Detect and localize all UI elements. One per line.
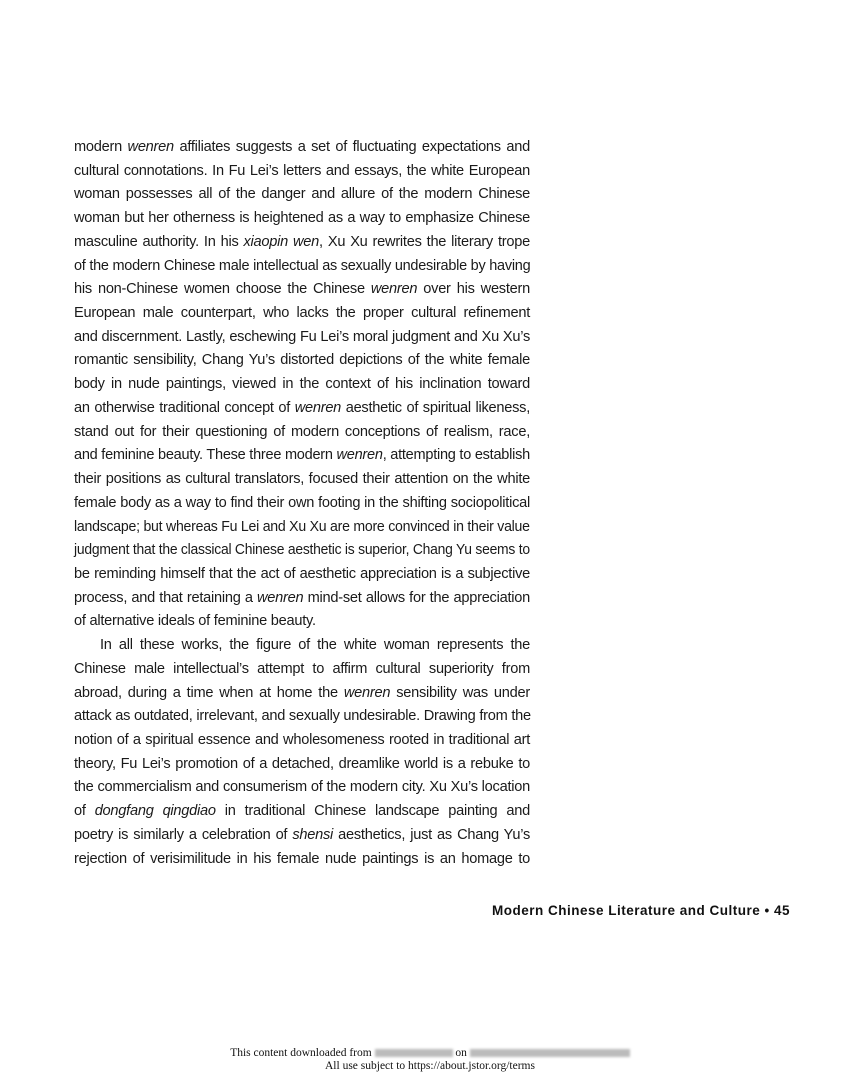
text-run: European male counterpart, who lacks the proper cultural refinement bbox=[74, 305, 530, 322]
text-line bbox=[74, 278, 530, 302]
text-run: judgment that the classical Chinese aesthetic is superior, Chang Yu seems to bbox=[74, 542, 530, 559]
text-line bbox=[74, 136, 530, 160]
text-line bbox=[74, 160, 530, 184]
jstor-terms-line[interactable]: All use subject to https://about.jstor.org/terms bbox=[325, 1060, 535, 1072]
italic-term: wenren bbox=[294, 399, 342, 416]
italic-term: wenren bbox=[256, 589, 304, 606]
text-line bbox=[74, 800, 530, 824]
text-run: an otherwise traditional concept of bbox=[74, 399, 295, 416]
text-run: the commercialism and consumerism of the modern city. Xu Xu’s location bbox=[74, 779, 530, 796]
text-run: of alternative ideals of feminine beauty. bbox=[74, 613, 316, 630]
text-run: , attempting to establish bbox=[382, 447, 530, 464]
text-run: be reminding himself that the act of aesthetic appreciation is a subjective bbox=[74, 565, 530, 582]
text-run: cultural connotations. In Fu Lei’s letters and essays, the white European bbox=[74, 162, 530, 179]
text-line bbox=[74, 848, 530, 872]
text-run: landscape; but whereas Fu Lei and Xu Xu are more convinced in their value bbox=[74, 518, 530, 535]
text-run: stand out for their questioning of modern conceptions of realism, race, bbox=[74, 423, 530, 440]
text-run: In all these works, the figure of the white woman represents the bbox=[100, 637, 530, 654]
text-run: notion of a spiritual essence and wholesomeness rooted in traditional art bbox=[74, 731, 530, 748]
text-line bbox=[74, 563, 530, 587]
italic-term: wenren bbox=[127, 139, 174, 155]
redacted-date bbox=[470, 1049, 630, 1057]
text-run: , Xu Xu rewrites the literary trope bbox=[319, 233, 530, 250]
text-line bbox=[74, 349, 530, 373]
text-run: modern bbox=[74, 139, 128, 155]
jstor-download-line bbox=[0, 1047, 860, 1060]
text-line bbox=[74, 231, 530, 255]
text-run: over his western bbox=[417, 281, 531, 298]
text-run: poetry is similarly a celebration of bbox=[74, 826, 293, 843]
text-line bbox=[74, 776, 530, 800]
text-run: and discernment. Lastly, eschewing Fu Lei’s moral judgment and Xu Xu’s bbox=[74, 328, 530, 345]
text-line bbox=[74, 753, 530, 777]
italic-term: wenren bbox=[370, 281, 418, 298]
text-run: affiliates suggests a set of fluctuating expectations and bbox=[173, 139, 530, 155]
text-run: Chinese male intellectual’s attempt to affirm cultural superiority from bbox=[74, 660, 530, 677]
body-text bbox=[74, 136, 530, 871]
italic-term: xiaopin wen bbox=[243, 233, 320, 250]
text-run: rejection of verisimilitude in his female nude paintings is an homage to bbox=[74, 850, 530, 867]
text-run: theory, Fu Lei’s promotion of a detached, dreamlike world is a rebuke to bbox=[74, 755, 530, 772]
text-line bbox=[74, 539, 530, 563]
text-line bbox=[74, 255, 531, 279]
text-line bbox=[74, 658, 530, 682]
jstor-notice bbox=[0, 1047, 860, 1073]
text-line bbox=[74, 682, 530, 706]
text-line bbox=[74, 373, 530, 397]
italic-term: dongfang qingdiao bbox=[94, 803, 216, 820]
text-line bbox=[74, 729, 530, 753]
text-line bbox=[74, 444, 528, 468]
text-run: his non-Chinese women choose the Chinese bbox=[74, 281, 371, 298]
text-line bbox=[74, 705, 530, 729]
italic-term: shensi bbox=[292, 826, 334, 843]
text-run: aesthetics, just as Chang Yu’s bbox=[333, 826, 530, 843]
text-run: in traditional Chinese landscape painting and bbox=[215, 803, 530, 820]
text-run: of the modern Chinese male intellectual as sexually undesirable by having bbox=[74, 257, 531, 274]
text-line bbox=[74, 183, 530, 207]
text-run: masculine authority. In his bbox=[74, 233, 244, 250]
jstor-download-prefix: This content downloaded from bbox=[230, 1047, 372, 1059]
text-run: of bbox=[74, 803, 95, 820]
text-run: female body as a way to find their own footing in the shifting sociopolitical bbox=[74, 494, 530, 511]
italic-term: wenren bbox=[336, 447, 383, 464]
text-line bbox=[74, 397, 530, 421]
text-run: woman possesses all of the danger and allure of the modern Chinese bbox=[74, 186, 530, 203]
redacted-ip bbox=[375, 1049, 453, 1057]
text-run: romantic sensibility, Chang Yu’s distorted depictions of the white female bbox=[74, 352, 530, 369]
text-line bbox=[74, 610, 530, 634]
text-line bbox=[74, 302, 530, 326]
text-run: process, and that retaining a bbox=[74, 589, 257, 606]
text-run: abroad, during a time when at home the bbox=[74, 684, 344, 701]
jstor-on: on bbox=[455, 1047, 467, 1059]
text-run: woman but her otherness is heightened as a way to emphasize Chinese bbox=[74, 210, 530, 227]
text-run: mind-set allows for the appreciation bbox=[303, 589, 530, 606]
text-line bbox=[74, 587, 530, 611]
text-line bbox=[74, 824, 530, 848]
text-line bbox=[74, 468, 530, 492]
text-run: sensibility was under bbox=[390, 684, 530, 701]
text-run: and feminine beauty. These three modern bbox=[74, 447, 337, 464]
text-line bbox=[74, 634, 530, 658]
text-run: body in nude paintings, viewed in the context of his inclination toward bbox=[74, 376, 530, 393]
text-run: attack as outdated, irrelevant, and sexually undesirable. Drawing from the bbox=[74, 708, 531, 725]
running-footer: Modern Chinese Literature and Culture • 45 bbox=[491, 903, 790, 918]
text-line bbox=[74, 492, 530, 516]
text-line bbox=[74, 516, 530, 540]
text-run: aesthetic of spiritual likeness, bbox=[341, 399, 530, 416]
text-line bbox=[74, 421, 530, 445]
text-line bbox=[74, 207, 530, 231]
italic-term: wenren bbox=[343, 684, 391, 701]
text-line bbox=[74, 326, 530, 350]
text-run: their positions as cultural translators, focused their attention on the white bbox=[74, 471, 530, 488]
